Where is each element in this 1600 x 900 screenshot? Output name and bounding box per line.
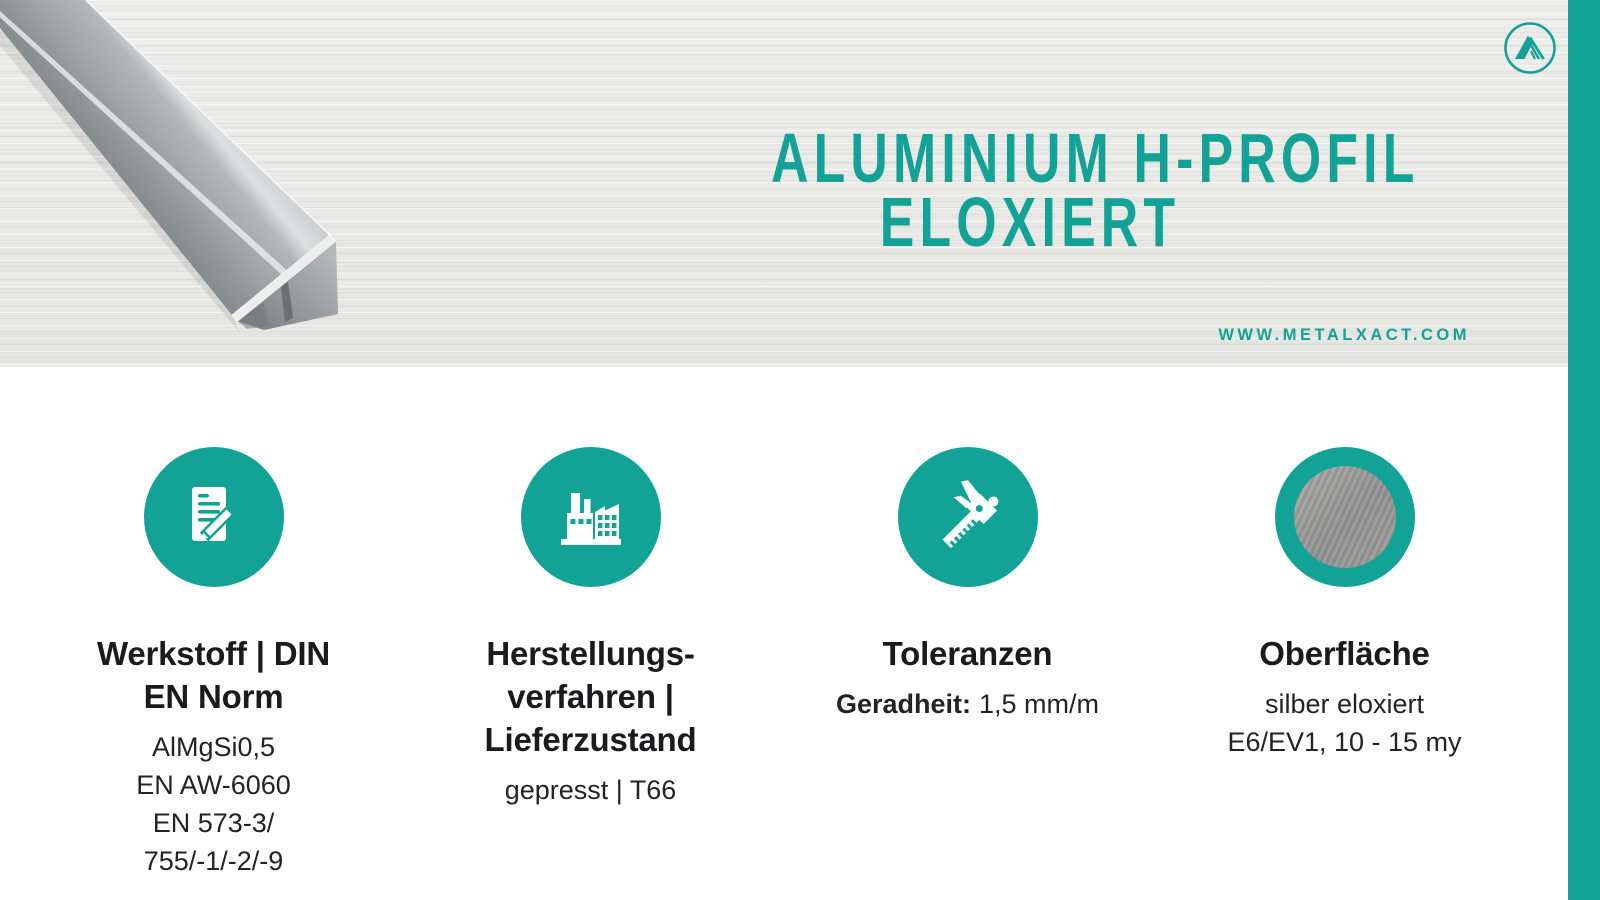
page-title-line1: ALUMINIUM H-PROFIL [771,119,1420,197]
silver-surface-icon [1275,447,1415,587]
metalxact-triangle-logo-icon [1502,20,1558,76]
website-url: WWW.METALXACT.COM [1218,326,1470,344]
document-pencil-icon [144,447,284,587]
page-title [680,119,1420,261]
silver-disc [1294,466,1396,568]
page-title-line2: ELOXIERT [879,183,1181,261]
body-werkstoff: AlMgSi0,5 EN AW-6060 EN 573-3/ 755/-1/-2/-9 [136,732,291,876]
teal-side-bar [1568,0,1600,900]
heading-oberflaeche: Oberfläche [1259,635,1430,672]
caliper-icon [898,447,1038,587]
body-toleranzen [836,685,1099,723]
column-toleranzen [779,367,1156,880]
header-banner [0,0,1568,367]
heading-herstellung: Herstellungs- verfahren | Lieferzustand [484,635,697,758]
heading-toleranzen: Toleranzen [882,635,1053,672]
toleranz-value: 1,5 mm/m [979,689,1100,719]
factory-icon [521,447,661,587]
body-herstellung: gepresst | T66 [504,775,677,805]
heading-werkstoff: Werkstoff | DIN EN Norm [97,635,330,715]
column-werkstoff [25,367,402,880]
aluminium-h-profile-photo [0,0,360,345]
body-oberflaeche: silber eloxiert E6/EV1, 10 - 15 my [1227,689,1462,757]
toleranz-label: Geradheit: [835,689,971,719]
spec-columns [0,367,1568,880]
column-herstellung [402,367,779,880]
column-oberflaeche [1156,367,1533,880]
